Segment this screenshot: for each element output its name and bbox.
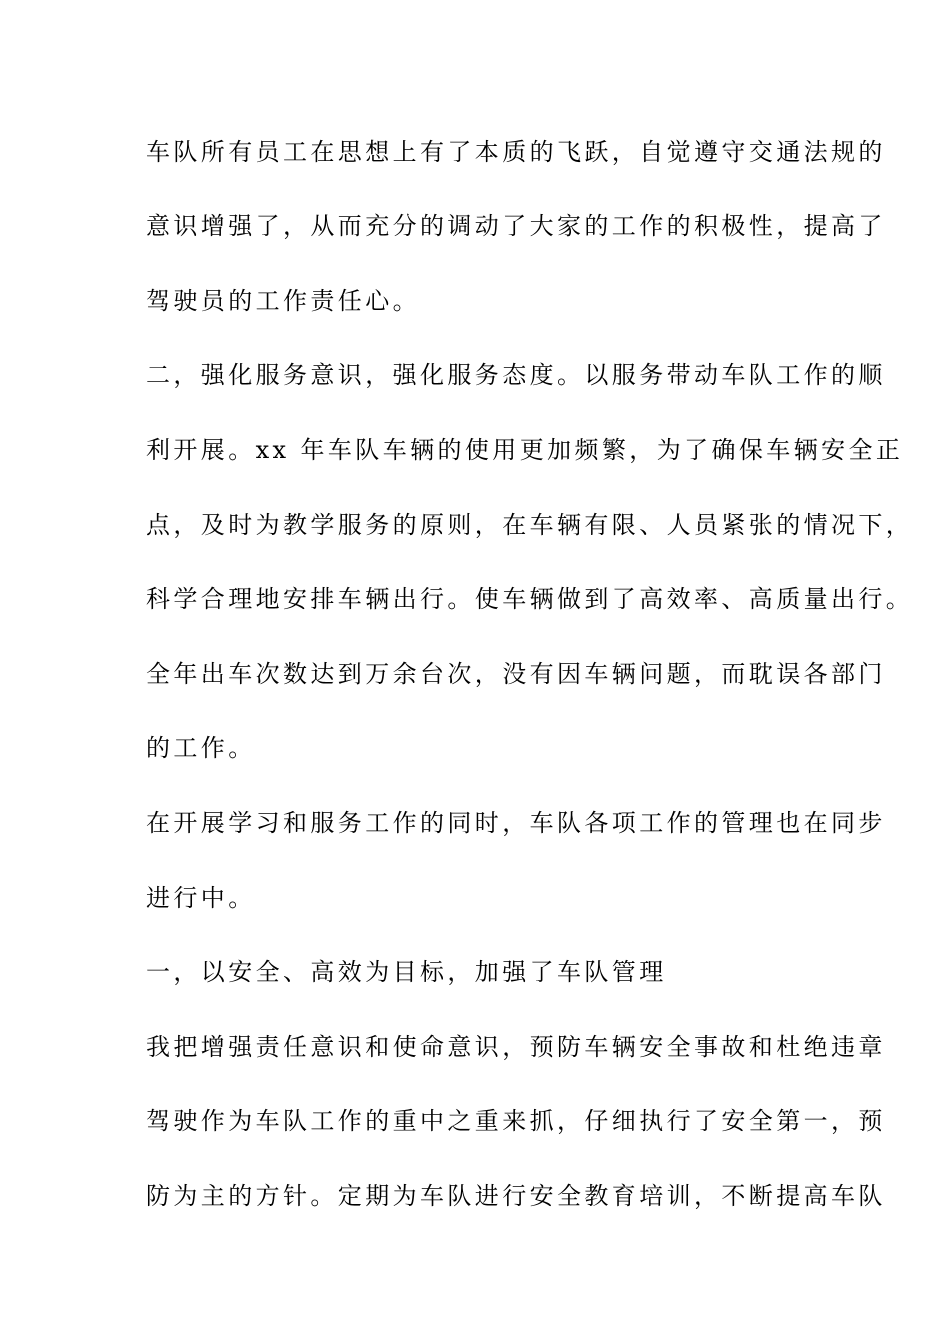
text-line: 车队所有员工在思想上有了本质的飞跃，自觉遵守交通法规的 xyxy=(146,138,886,166)
section-heading: 一，以安全、高效为目标，加强了车队管理 xyxy=(146,958,667,986)
text-line: 利开展。xx 年车队车辆的使用更加频繁，为了确保车辆安全正 xyxy=(146,436,904,464)
text-line: 驾驶作为车队工作的重中之重来抓，仔细执行了安全第一，预 xyxy=(146,1107,886,1135)
text-line: 点，及时为教学服务的原则，在车辆有限、人员紧张的情况下， xyxy=(146,511,914,539)
text-line: 驾驶员的工作责任心。 xyxy=(146,287,420,315)
text-line: 的工作。 xyxy=(146,734,256,762)
text-line: 科学合理地安排车辆出行。使车辆做到了高效率、高质量出行。 xyxy=(146,585,914,613)
text-line: 意识增强了，从而充分的调动了大家的工作的积极性，提高了 xyxy=(146,212,886,240)
text-line: 全年出车次数达到万余台次，没有因车辆问题，而耽误各部门 xyxy=(146,660,886,688)
text-line: 在开展学习和服务工作的同时，车队各项工作的管理也在同步 xyxy=(146,809,886,837)
text-line: 我把增强责任意识和使命意识，预防车辆安全事故和杜绝违章 xyxy=(146,1033,886,1061)
text-line: 二，强化服务意识，强化服务态度。以服务带动车队工作的顺 xyxy=(146,361,886,389)
text-line: 防为主的方针。定期为车队进行安全教育培训，不断提高车队 xyxy=(146,1182,886,1210)
text-line: 进行中。 xyxy=(146,884,256,912)
